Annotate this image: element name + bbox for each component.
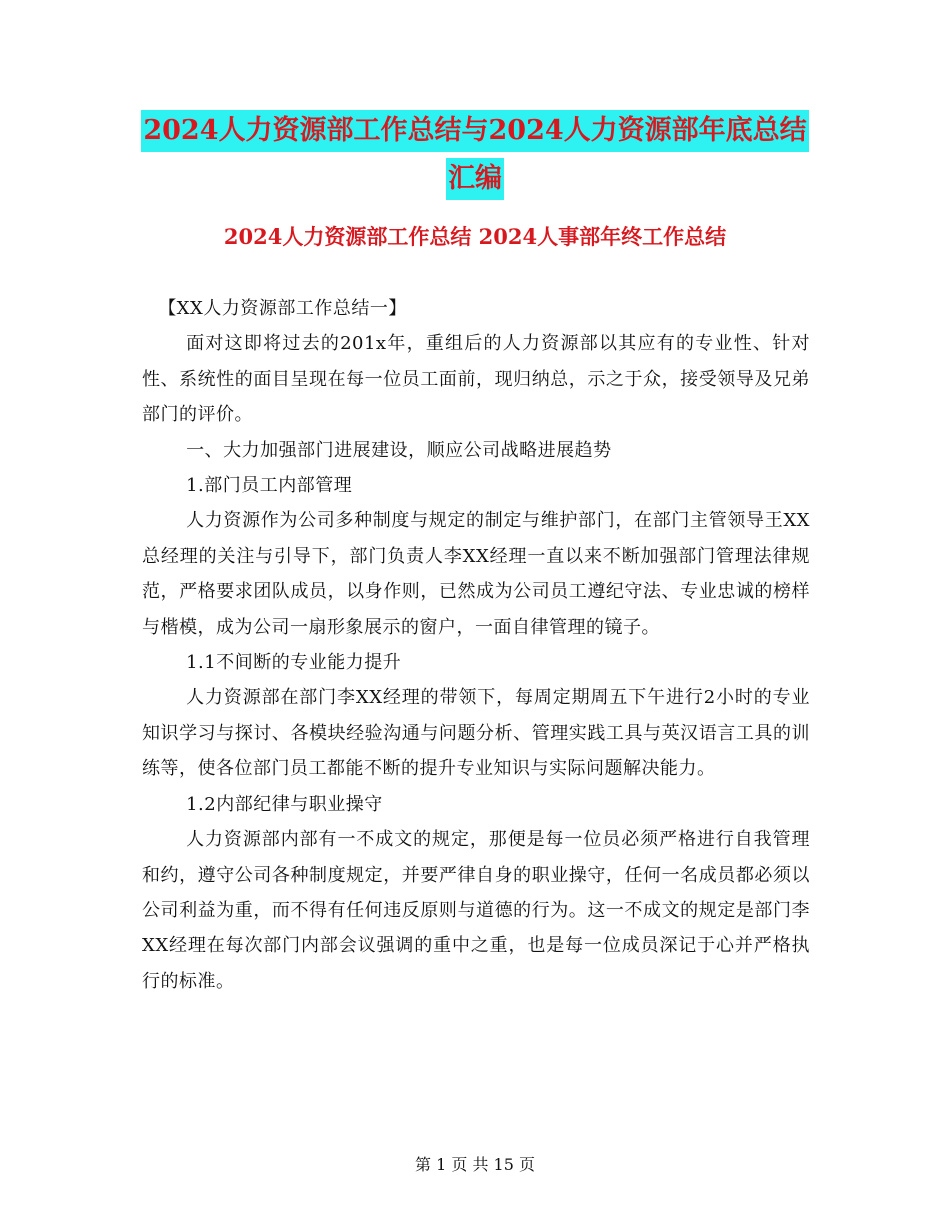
body-paragraph: 人力资源部在部门李XX经理的带领下，每周定期周五下午进行2小时的专业知识学习与探讨、各模块经验沟通与问题分析、管理实践工具与英汉语言工具的训练等，使各位部门员工都能不断的提升专业知识与实际问题解决能力。 — [142, 687, 810, 780]
section-heading: 【XX人力资源部工作总结一】 — [158, 298, 407, 319]
title-line-2: 汇编 — [446, 158, 504, 200]
title-line-1: 2024人力资源部工作总结与2024人力资源部年底总结 — [141, 110, 808, 152]
subsection-heading: 1.1不间断的专业能力提升 — [186, 652, 402, 674]
body-paragraph: 面对这即将过去的201x年，重组后的人力资源部以其应有的专业性、针对性、系统性的面目呈现在每一位员工面前，现归纳总，示之于众，接受领导及兄弟部门的评价。 — [142, 333, 810, 426]
page-footer: 第 1 页 共 15 页 — [415, 1155, 535, 1174]
document-title — [0, 110, 950, 206]
subsection-heading: 1.部门员工内部管理 — [186, 475, 353, 497]
document-body — [142, 291, 810, 999]
subsection-heading: 1.2内部纪律与职业操守 — [186, 793, 383, 815]
body-paragraph: 人力资源作为公司多种制度与规定的制定与维护部门，在部门主管领导王XX总经理的关注与引导下，部门负责人李XX经理一直以来不断加强部门管理法律规范，严格要求团队成员，以身作则，已然成为公司员工遵纪守法、专业忠诚的榜样与楷模，成为公司一扇形象展示的窗户，一面自律管理的镜子。 — [142, 510, 810, 638]
section-heading: 一、大力加强部门进展建设，顺应公司战略进展趋势 — [186, 439, 612, 461]
document-subtitle: 2024人力资源部工作总结 2024人事部年终工作总结 — [223, 224, 727, 249]
body-paragraph: 人力资源部内部有一不成文的规定，那便是每一位员必须严格进行自我管理和约，遵守公司各种制度规定，并要严律自身的职业操守，任何一名成员都必须以公司利益为重，而不得有任何违反原则与道德的行为。这一不成文的规定是部门李XX经理在每次部门内部会议强调的重中之重，也是每一位成员深记于心并严格执行的标准。 — [142, 829, 810, 992]
